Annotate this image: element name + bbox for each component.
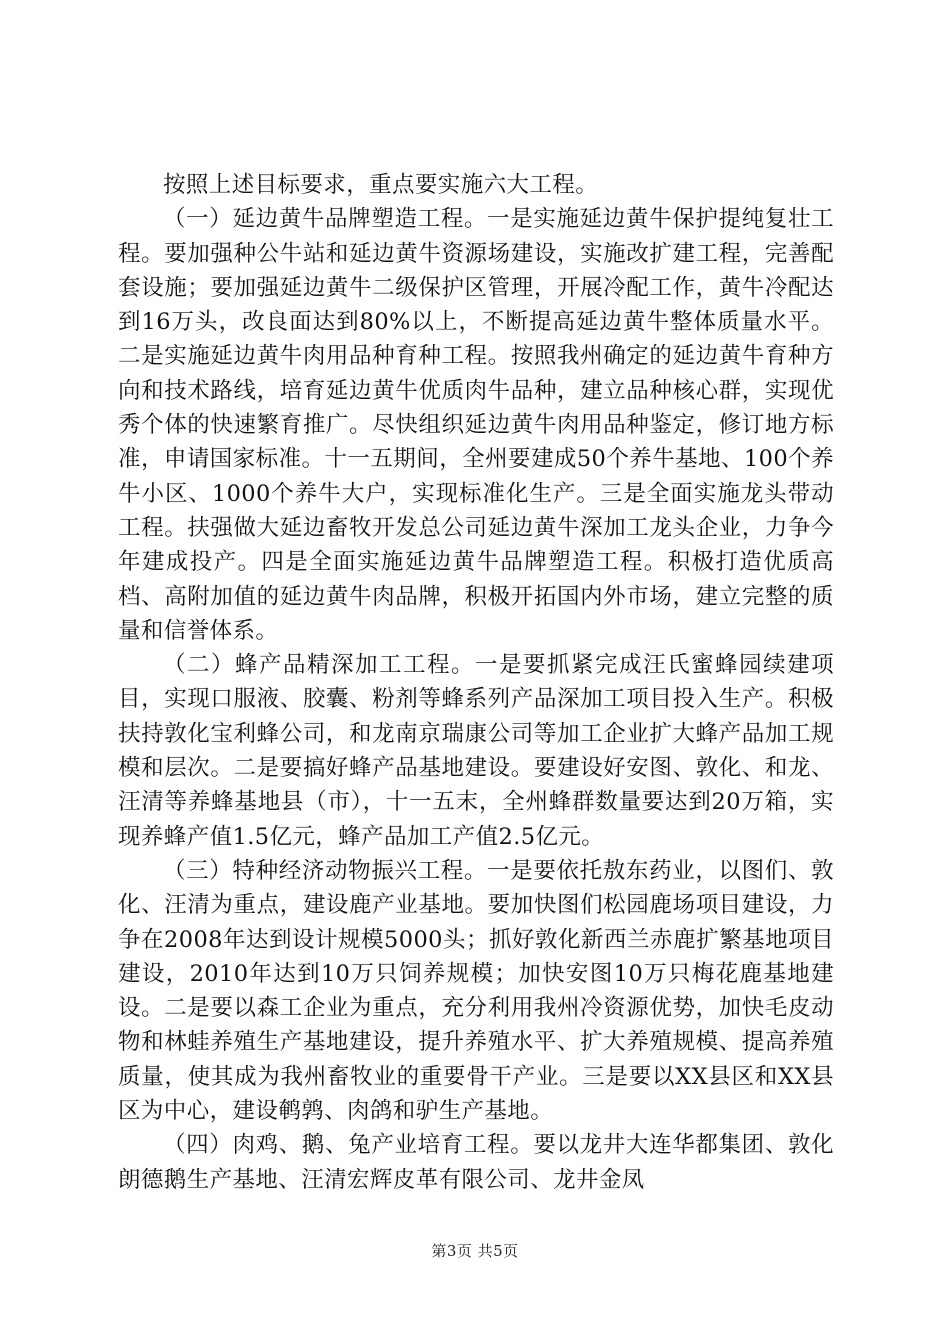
paragraph-section-2: （二）蜂产品精深加工工程。一是要抓紧完成汪氏蜜蜂园续建项目，实现口服液、胶囊、粉剂等蜂系列产品深加工项目投入生产。积极扶持敦化宝利蜂公司，和龙南京瑞康公司等加工企业扩大蜂产品加工规模和层次。二是要搞好蜂产品基地建设。要建设好安图、敦化、和龙、汪清等养蜂基地县（市），十一五末，全州蜂群数量要达到20万箱，实现养蜂产值1.5亿元，蜂产品加工产值2.5亿元。 (118, 652, 834, 850)
paragraph-section-1: （一）延边黄牛品牌塑造工程。一是实施延边黄牛保护提纯复壮工程。要加强种公牛站和延边黄牛资源场建设，实施改扩建工程，完善配套设施；要加强延边黄牛二级保护区管理，开展冷配工作，黄牛冷配达到16万头，改良面达到80%以上，不断提高延边黄牛整体质量水平。二是实施延边黄牛肉用品种育种工程。按照我州确定的延边黄牛育种方向和技术路线，培育延边黄牛优质肉牛品种，建立品种核心群，实现优秀个体的快速繁育推广。尽快组织延边黄牛肉用品种鉴定，修订地方标准，申请国家标准。十一五期间，全州要建成50个养牛基地、100个养牛小区、1000个养牛大户，实现标准化生产。三是全面实施龙头带动工程。扶强做大延边畜牧开发总公司延边黄牛深加工龙头企业，力争今年建成投产。四是全面实施延边黄牛品牌塑造工程。积极打造优质高档、高附加值的延边黄牛肉品牌，积极开拓国内外市场，建立完整的质量和信誉体系。 (118, 206, 834, 644)
page-number-footer: 第3页 共5页 (431, 1242, 519, 1260)
paragraph-section-4: （四）肉鸡、鹅、兔产业培育工程。要以龙井大连华都集团、敦化朗德鹅生产基地、汪清宏辉皮革有限公司、龙井金凤 (118, 1132, 834, 1193)
paragraph-intro: 按照上述目标要求，重点要实施六大工程。 (163, 172, 599, 198)
paragraph-section-3: （三）特种经济动物振兴工程。一是要依托敖东药业，以图们、敦化、汪清为重点，建设鹿产业基地。要加快图们松园鹿场项目建设，力争在2008年达到设计规模5000头；抓好敦化新西兰赤鹿扩繁基地项目建设，2010年达到10万只饲养规模；加快安图10万只梅花鹿基地建设。二是要以森工企业为重点，充分利用我州冷资源优势，加快毛皮动物和林蛙养殖生产基地建设，提升养殖水平、扩大养殖规模、提高养殖质量，使其成为我州畜牧业的重要骨干产业。三是要以XX县区和XX县区为中心，建设鹌鹑、肉鸽和驴生产基地。 (118, 857, 834, 1125)
document-body (118, 168, 834, 1197)
